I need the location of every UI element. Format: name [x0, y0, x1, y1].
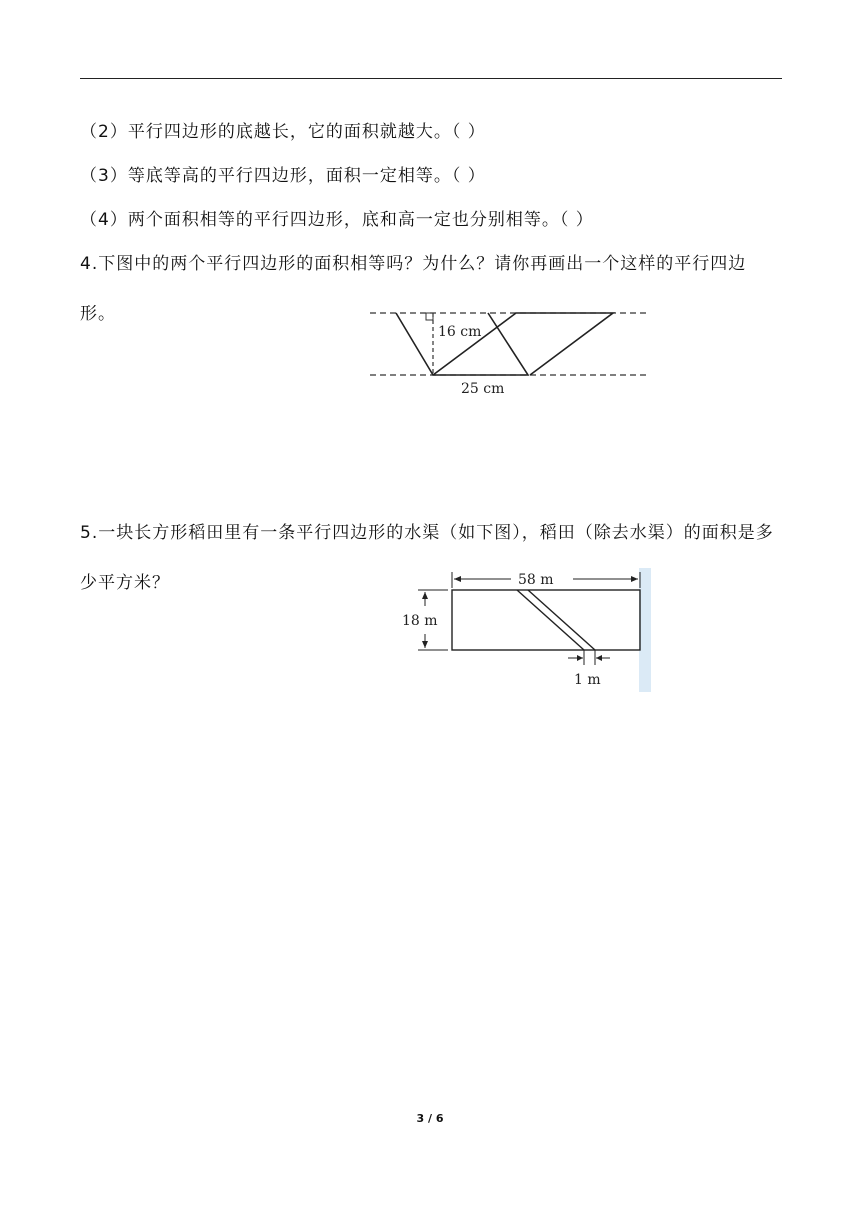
problem-4-text: 4.下图中的两个平行四边形的面积相等吗？为什么？请你再画出一个这样的平行四边形。 — [80, 254, 747, 324]
page-number: 3 / 6 — [416, 1112, 444, 1125]
channel-edge-left — [517, 590, 584, 650]
channel-label: 1 m — [574, 672, 601, 688]
parallelogram-b — [433, 313, 613, 375]
header-rule — [80, 78, 782, 79]
field-rectangle — [452, 590, 640, 650]
judgement-item-3: （3）等底等高的平行四边形，面积一定相等。（ ） — [80, 166, 486, 186]
channel-edge-right — [528, 590, 595, 650]
base-label: 25 cm — [461, 381, 505, 397]
width-label: 18 m — [402, 613, 438, 629]
judgement-item-4: （4）两个面积相等的平行四边形，底和高一定也分别相等。（ ） — [80, 210, 594, 230]
judgement-item-2: （2）平行四边形的底越长，它的面积就越大。（ ） — [80, 122, 486, 142]
parallelogram-a — [396, 313, 528, 375]
height-label: 16 cm — [438, 324, 482, 340]
parallelograms-figure — [368, 303, 648, 403]
right-angle-mark — [426, 313, 433, 320]
scan-edge-shade — [639, 568, 651, 692]
rice-field-figure — [398, 568, 654, 692]
length-label: 58 m — [518, 572, 554, 588]
problem-5-text: 5.一块长方形稻田里有一条平行四边形的水渠（如下图），稻田（除去水渠）的面积是多少平方米？ — [80, 523, 774, 593]
